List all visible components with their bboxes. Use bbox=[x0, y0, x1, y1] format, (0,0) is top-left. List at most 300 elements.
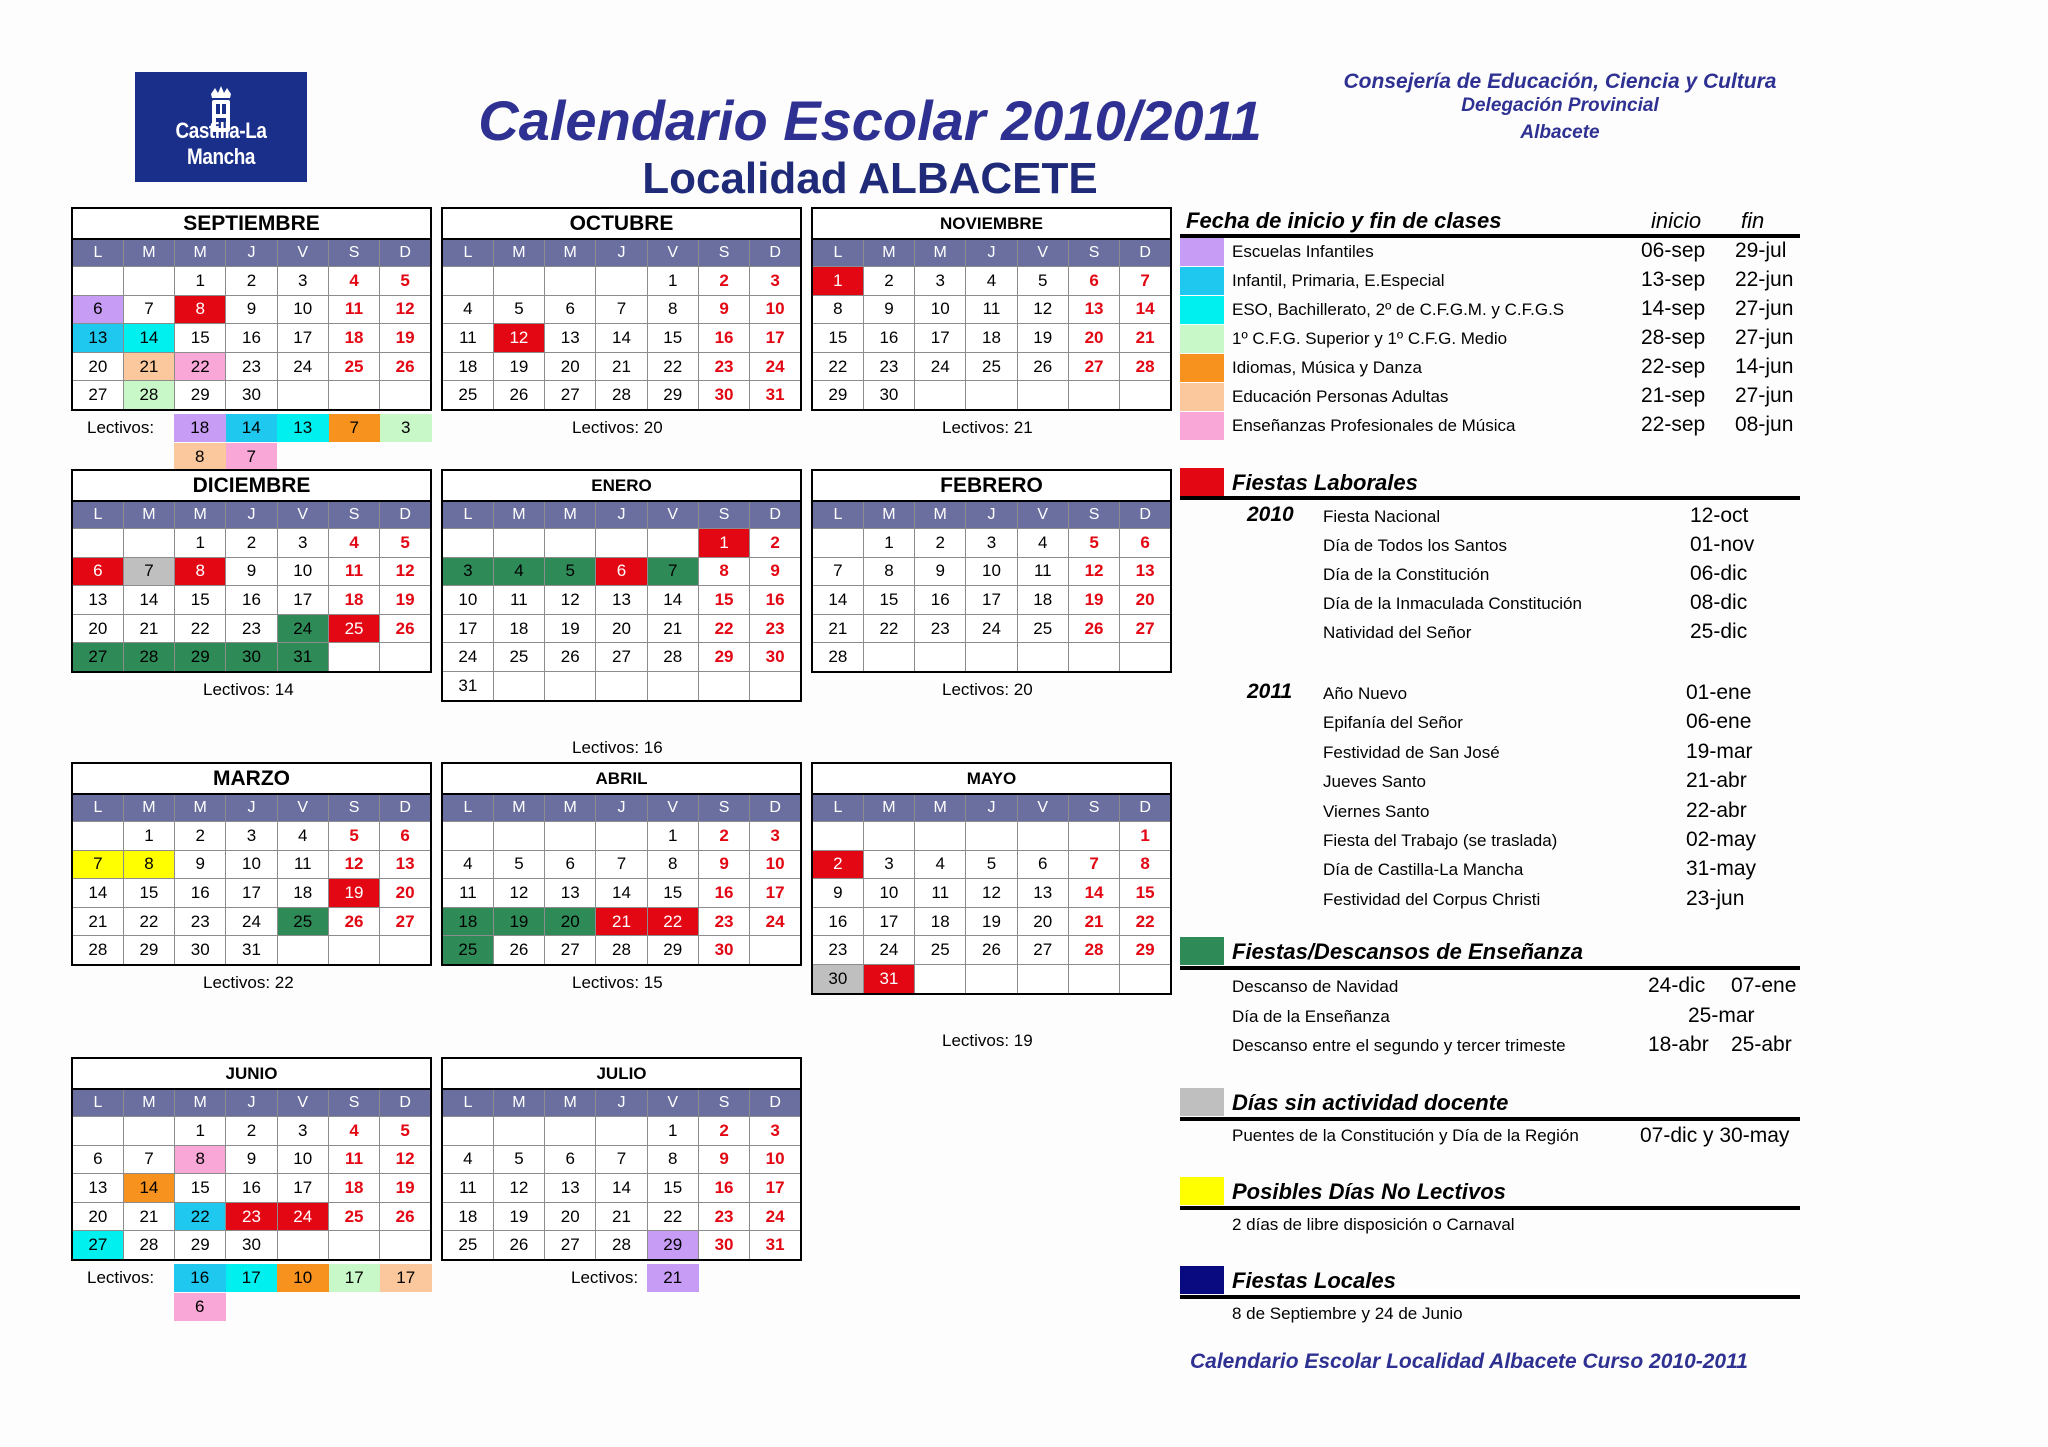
day-cell[interactable]: 18 bbox=[966, 324, 1017, 353]
day-cell[interactable]: 16 bbox=[698, 1174, 749, 1203]
day-cell[interactable]: 4 bbox=[442, 1145, 493, 1174]
day-cell[interactable]: 19 bbox=[493, 352, 544, 381]
day-cell[interactable]: 25 bbox=[328, 614, 379, 643]
day-cell[interactable]: 21 bbox=[123, 1202, 174, 1231]
day-cell[interactable]: 13 bbox=[545, 324, 596, 353]
day-cell[interactable]: 10 bbox=[277, 1145, 328, 1174]
day-cell[interactable]: 24 bbox=[750, 352, 801, 381]
day-cell[interactable]: 2 bbox=[226, 529, 277, 558]
day-cell[interactable]: 24 bbox=[750, 1202, 801, 1231]
day-cell[interactable]: 6 bbox=[380, 822, 431, 851]
day-cell[interactable]: 1 bbox=[175, 1117, 226, 1146]
day-cell[interactable]: 4 bbox=[277, 822, 328, 851]
day-cell[interactable]: 30 bbox=[698, 1231, 749, 1260]
day-cell[interactable]: 13 bbox=[72, 324, 123, 353]
day-cell[interactable]: 2 bbox=[698, 267, 749, 296]
day-cell[interactable]: 12 bbox=[380, 1145, 431, 1174]
day-cell[interactable]: 21 bbox=[596, 907, 647, 936]
day-cell[interactable]: 23 bbox=[698, 352, 749, 381]
day-cell[interactable]: 17 bbox=[277, 586, 328, 615]
day-cell[interactable]: 23 bbox=[812, 936, 863, 965]
day-cell[interactable]: 23 bbox=[915, 614, 966, 643]
day-cell[interactable]: 26 bbox=[966, 936, 1017, 965]
day-cell[interactable]: 19 bbox=[966, 907, 1017, 936]
day-cell[interactable]: 3 bbox=[750, 822, 801, 851]
day-cell[interactable]: 14 bbox=[1120, 295, 1171, 324]
day-cell[interactable]: 8 bbox=[647, 850, 698, 879]
day-cell[interactable]: 16 bbox=[698, 879, 749, 908]
day-cell[interactable]: 5 bbox=[493, 850, 544, 879]
day-cell[interactable]: 22 bbox=[863, 614, 914, 643]
day-cell[interactable]: 13 bbox=[596, 586, 647, 615]
day-cell[interactable]: 14 bbox=[596, 879, 647, 908]
day-cell[interactable]: 21 bbox=[812, 614, 863, 643]
day-cell[interactable]: 4 bbox=[328, 529, 379, 558]
day-cell[interactable]: 31 bbox=[750, 1231, 801, 1260]
day-cell[interactable]: 4 bbox=[1017, 529, 1068, 558]
day-cell[interactable]: 20 bbox=[1017, 907, 1068, 936]
day-cell[interactable]: 30 bbox=[812, 964, 863, 993]
day-cell[interactable]: 23 bbox=[226, 614, 277, 643]
day-cell[interactable]: 26 bbox=[380, 1202, 431, 1231]
day-cell[interactable]: 6 bbox=[72, 295, 123, 324]
day-cell[interactable]: 7 bbox=[123, 295, 174, 324]
day-cell[interactable]: 27 bbox=[380, 907, 431, 936]
day-cell[interactable]: 20 bbox=[545, 907, 596, 936]
day-cell[interactable]: 12 bbox=[493, 324, 544, 353]
day-cell[interactable]: 18 bbox=[277, 879, 328, 908]
day-cell[interactable]: 14 bbox=[1068, 879, 1119, 908]
day-cell[interactable]: 20 bbox=[545, 1202, 596, 1231]
day-cell[interactable]: 26 bbox=[493, 381, 544, 410]
day-cell[interactable]: 25 bbox=[328, 352, 379, 381]
day-cell[interactable]: 10 bbox=[750, 295, 801, 324]
day-cell[interactable]: 13 bbox=[545, 1174, 596, 1203]
day-cell[interactable]: 12 bbox=[380, 557, 431, 586]
day-cell[interactable]: 27 bbox=[72, 1231, 123, 1260]
day-cell[interactable]: 16 bbox=[812, 907, 863, 936]
day-cell[interactable]: 15 bbox=[1120, 879, 1171, 908]
day-cell[interactable]: 28 bbox=[1068, 936, 1119, 965]
day-cell[interactable]: 1 bbox=[175, 267, 226, 296]
day-cell[interactable]: 29 bbox=[647, 381, 698, 410]
day-cell[interactable]: 11 bbox=[442, 324, 493, 353]
day-cell[interactable]: 6 bbox=[596, 557, 647, 586]
day-cell[interactable]: 16 bbox=[863, 324, 914, 353]
day-cell[interactable]: 18 bbox=[328, 1174, 379, 1203]
day-cell[interactable]: 15 bbox=[123, 879, 174, 908]
day-cell[interactable]: 14 bbox=[123, 324, 174, 353]
day-cell[interactable]: 31 bbox=[442, 671, 493, 700]
day-cell[interactable]: 27 bbox=[545, 936, 596, 965]
day-cell[interactable]: 28 bbox=[812, 643, 863, 672]
day-cell[interactable]: 23 bbox=[175, 907, 226, 936]
day-cell[interactable]: 1 bbox=[175, 529, 226, 558]
day-cell[interactable]: 1 bbox=[647, 1117, 698, 1146]
day-cell[interactable]: 19 bbox=[328, 879, 379, 908]
day-cell[interactable]: 27 bbox=[545, 381, 596, 410]
day-cell[interactable]: 18 bbox=[442, 907, 493, 936]
day-cell[interactable]: 16 bbox=[698, 324, 749, 353]
day-cell[interactable]: 18 bbox=[493, 614, 544, 643]
day-cell[interactable]: 21 bbox=[1120, 324, 1171, 353]
day-cell[interactable]: 14 bbox=[812, 586, 863, 615]
day-cell[interactable]: 14 bbox=[647, 586, 698, 615]
day-cell[interactable]: 9 bbox=[698, 850, 749, 879]
day-cell[interactable]: 30 bbox=[226, 643, 277, 672]
day-cell[interactable]: 9 bbox=[915, 557, 966, 586]
day-cell[interactable]: 26 bbox=[380, 352, 431, 381]
day-cell[interactable]: 12 bbox=[966, 879, 1017, 908]
day-cell[interactable]: 19 bbox=[380, 586, 431, 615]
day-cell[interactable]: 8 bbox=[812, 295, 863, 324]
day-cell[interactable]: 1 bbox=[123, 822, 174, 851]
day-cell[interactable]: 4 bbox=[442, 850, 493, 879]
day-cell[interactable]: 8 bbox=[647, 1145, 698, 1174]
day-cell[interactable]: 12 bbox=[1017, 295, 1068, 324]
day-cell[interactable]: 6 bbox=[545, 295, 596, 324]
day-cell[interactable]: 5 bbox=[380, 267, 431, 296]
day-cell[interactable]: 7 bbox=[596, 850, 647, 879]
day-cell[interactable]: 4 bbox=[328, 267, 379, 296]
day-cell[interactable]: 7 bbox=[596, 295, 647, 324]
day-cell[interactable]: 24 bbox=[863, 936, 914, 965]
day-cell[interactable]: 27 bbox=[72, 643, 123, 672]
day-cell[interactable]: 9 bbox=[226, 1145, 277, 1174]
day-cell[interactable]: 11 bbox=[328, 1145, 379, 1174]
day-cell[interactable]: 5 bbox=[545, 557, 596, 586]
day-cell[interactable]: 2 bbox=[915, 529, 966, 558]
day-cell[interactable]: 15 bbox=[647, 324, 698, 353]
day-cell[interactable]: 1 bbox=[698, 529, 749, 558]
day-cell[interactable]: 26 bbox=[1068, 614, 1119, 643]
day-cell[interactable]: 30 bbox=[750, 643, 801, 672]
day-cell[interactable]: 17 bbox=[966, 586, 1017, 615]
day-cell[interactable]: 18 bbox=[915, 907, 966, 936]
day-cell[interactable]: 23 bbox=[863, 352, 914, 381]
day-cell[interactable]: 30 bbox=[698, 381, 749, 410]
day-cell[interactable]: 14 bbox=[72, 879, 123, 908]
day-cell[interactable]: 7 bbox=[123, 1145, 174, 1174]
day-cell[interactable]: 20 bbox=[380, 879, 431, 908]
day-cell[interactable]: 22 bbox=[175, 1202, 226, 1231]
day-cell[interactable]: 24 bbox=[277, 614, 328, 643]
day-cell[interactable]: 31 bbox=[863, 964, 914, 993]
day-cell[interactable]: 8 bbox=[863, 557, 914, 586]
day-cell[interactable]: 31 bbox=[226, 936, 277, 965]
day-cell[interactable]: 9 bbox=[750, 557, 801, 586]
day-cell[interactable]: 3 bbox=[277, 1117, 328, 1146]
day-cell[interactable]: 11 bbox=[277, 850, 328, 879]
day-cell[interactable]: 19 bbox=[380, 324, 431, 353]
day-cell[interactable]: 3 bbox=[442, 557, 493, 586]
day-cell[interactable]: 2 bbox=[226, 1117, 277, 1146]
day-cell[interactable]: 12 bbox=[493, 879, 544, 908]
day-cell[interactable]: 27 bbox=[1068, 352, 1119, 381]
day-cell[interactable]: 14 bbox=[123, 586, 174, 615]
day-cell[interactable]: 20 bbox=[545, 352, 596, 381]
day-cell[interactable]: 4 bbox=[966, 267, 1017, 296]
day-cell[interactable]: 24 bbox=[915, 352, 966, 381]
day-cell[interactable]: 14 bbox=[123, 1174, 174, 1203]
day-cell[interactable]: 8 bbox=[175, 295, 226, 324]
day-cell[interactable]: 17 bbox=[750, 324, 801, 353]
day-cell[interactable]: 2 bbox=[698, 822, 749, 851]
day-cell[interactable]: 2 bbox=[863, 267, 914, 296]
day-cell[interactable]: 5 bbox=[380, 1117, 431, 1146]
day-cell[interactable]: 2 bbox=[175, 822, 226, 851]
day-cell[interactable]: 17 bbox=[442, 614, 493, 643]
day-cell[interactable]: 3 bbox=[750, 267, 801, 296]
day-cell[interactable]: 25 bbox=[493, 643, 544, 672]
day-cell[interactable]: 24 bbox=[277, 352, 328, 381]
day-cell[interactable]: 27 bbox=[545, 1231, 596, 1260]
day-cell[interactable]: 5 bbox=[1068, 529, 1119, 558]
day-cell[interactable]: 29 bbox=[175, 643, 226, 672]
day-cell[interactable]: 16 bbox=[226, 324, 277, 353]
day-cell[interactable]: 21 bbox=[123, 614, 174, 643]
day-cell[interactable]: 14 bbox=[596, 1174, 647, 1203]
day-cell[interactable]: 12 bbox=[380, 295, 431, 324]
day-cell[interactable]: 29 bbox=[698, 643, 749, 672]
day-cell[interactable]: 19 bbox=[545, 614, 596, 643]
day-cell[interactable]: 18 bbox=[1017, 586, 1068, 615]
day-cell[interactable]: 15 bbox=[863, 586, 914, 615]
day-cell[interactable]: 1 bbox=[647, 822, 698, 851]
day-cell[interactable]: 20 bbox=[596, 614, 647, 643]
day-cell[interactable]: 16 bbox=[915, 586, 966, 615]
day-cell[interactable]: 25 bbox=[442, 381, 493, 410]
day-cell[interactable]: 1 bbox=[812, 267, 863, 296]
day-cell[interactable]: 22 bbox=[812, 352, 863, 381]
day-cell[interactable]: 28 bbox=[123, 1231, 174, 1260]
day-cell[interactable]: 26 bbox=[493, 936, 544, 965]
day-cell[interactable]: 23 bbox=[698, 1202, 749, 1231]
day-cell[interactable]: 5 bbox=[1017, 267, 1068, 296]
day-cell[interactable]: 11 bbox=[1017, 557, 1068, 586]
day-cell[interactable]: 10 bbox=[277, 295, 328, 324]
day-cell[interactable]: 11 bbox=[493, 586, 544, 615]
day-cell[interactable]: 5 bbox=[493, 295, 544, 324]
day-cell[interactable]: 29 bbox=[123, 936, 174, 965]
day-cell[interactable]: 26 bbox=[380, 614, 431, 643]
day-cell[interactable]: 12 bbox=[493, 1174, 544, 1203]
day-cell[interactable]: 20 bbox=[72, 1202, 123, 1231]
day-cell[interactable]: 13 bbox=[1068, 295, 1119, 324]
day-cell[interactable]: 26 bbox=[1017, 352, 1068, 381]
day-cell[interactable]: 27 bbox=[1017, 936, 1068, 965]
day-cell[interactable]: 22 bbox=[647, 1202, 698, 1231]
day-cell[interactable]: 4 bbox=[493, 557, 544, 586]
day-cell[interactable]: 1 bbox=[1120, 822, 1171, 851]
day-cell[interactable]: 7 bbox=[647, 557, 698, 586]
day-cell[interactable]: 13 bbox=[72, 1174, 123, 1203]
day-cell[interactable]: 11 bbox=[328, 295, 379, 324]
day-cell[interactable]: 8 bbox=[698, 557, 749, 586]
day-cell[interactable]: 29 bbox=[175, 1231, 226, 1260]
day-cell[interactable]: 19 bbox=[380, 1174, 431, 1203]
day-cell[interactable]: 19 bbox=[493, 1202, 544, 1231]
day-cell[interactable]: 1 bbox=[863, 529, 914, 558]
day-cell[interactable]: 3 bbox=[226, 822, 277, 851]
day-cell[interactable]: 8 bbox=[647, 295, 698, 324]
day-cell[interactable]: 9 bbox=[226, 295, 277, 324]
day-cell[interactable]: 15 bbox=[812, 324, 863, 353]
day-cell[interactable]: 13 bbox=[72, 586, 123, 615]
day-cell[interactable]: 13 bbox=[380, 850, 431, 879]
day-cell[interactable]: 29 bbox=[812, 381, 863, 410]
day-cell[interactable]: 4 bbox=[442, 295, 493, 324]
day-cell[interactable]: 22 bbox=[175, 614, 226, 643]
day-cell[interactable]: 27 bbox=[596, 643, 647, 672]
day-cell[interactable]: 28 bbox=[596, 936, 647, 965]
day-cell[interactable]: 10 bbox=[442, 586, 493, 615]
day-cell[interactable]: 17 bbox=[750, 1174, 801, 1203]
day-cell[interactable]: 28 bbox=[596, 381, 647, 410]
day-cell[interactable]: 2 bbox=[812, 850, 863, 879]
day-cell[interactable]: 25 bbox=[915, 936, 966, 965]
day-cell[interactable]: 16 bbox=[175, 879, 226, 908]
day-cell[interactable]: 3 bbox=[750, 1117, 801, 1146]
day-cell[interactable]: 30 bbox=[175, 936, 226, 965]
day-cell[interactable]: 28 bbox=[596, 1231, 647, 1260]
day-cell[interactable]: 10 bbox=[966, 557, 1017, 586]
day-cell[interactable]: 15 bbox=[175, 586, 226, 615]
day-cell[interactable]: 30 bbox=[226, 381, 277, 410]
day-cell[interactable]: 11 bbox=[966, 295, 1017, 324]
day-cell[interactable]: 25 bbox=[277, 907, 328, 936]
day-cell[interactable]: 29 bbox=[175, 381, 226, 410]
day-cell[interactable]: 21 bbox=[72, 907, 123, 936]
day-cell[interactable]: 20 bbox=[1120, 586, 1171, 615]
day-cell[interactable]: 21 bbox=[123, 352, 174, 381]
day-cell[interactable]: 10 bbox=[915, 295, 966, 324]
day-cell[interactable]: 1 bbox=[647, 267, 698, 296]
day-cell[interactable]: 27 bbox=[72, 381, 123, 410]
day-cell[interactable]: 19 bbox=[493, 907, 544, 936]
day-cell[interactable]: 21 bbox=[596, 1202, 647, 1231]
day-cell[interactable]: 26 bbox=[545, 643, 596, 672]
day-cell[interactable]: 10 bbox=[863, 879, 914, 908]
day-cell[interactable]: 13 bbox=[1120, 557, 1171, 586]
day-cell[interactable]: 22 bbox=[647, 907, 698, 936]
day-cell[interactable]: 13 bbox=[1017, 879, 1068, 908]
day-cell[interactable]: 15 bbox=[647, 879, 698, 908]
day-cell[interactable]: 17 bbox=[863, 907, 914, 936]
day-cell[interactable]: 3 bbox=[863, 850, 914, 879]
day-cell[interactable]: 26 bbox=[493, 1231, 544, 1260]
day-cell[interactable]: 6 bbox=[1017, 850, 1068, 879]
day-cell[interactable]: 6 bbox=[1068, 267, 1119, 296]
day-cell[interactable]: 2 bbox=[750, 529, 801, 558]
day-cell[interactable]: 10 bbox=[226, 850, 277, 879]
day-cell[interactable]: 6 bbox=[72, 557, 123, 586]
day-cell[interactable]: 10 bbox=[277, 557, 328, 586]
day-cell[interactable]: 8 bbox=[1120, 850, 1171, 879]
day-cell[interactable]: 22 bbox=[647, 352, 698, 381]
day-cell[interactable]: 5 bbox=[493, 1145, 544, 1174]
day-cell[interactable]: 12 bbox=[328, 850, 379, 879]
day-cell[interactable]: 11 bbox=[328, 557, 379, 586]
day-cell[interactable]: 28 bbox=[123, 381, 174, 410]
day-cell[interactable]: 7 bbox=[596, 1145, 647, 1174]
day-cell[interactable]: 7 bbox=[1068, 850, 1119, 879]
day-cell[interactable]: 30 bbox=[698, 936, 749, 965]
day-cell[interactable]: 25 bbox=[328, 1202, 379, 1231]
day-cell[interactable]: 17 bbox=[915, 324, 966, 353]
day-cell[interactable]: 2 bbox=[226, 267, 277, 296]
day-cell[interactable]: 5 bbox=[328, 822, 379, 851]
day-cell[interactable]: 16 bbox=[750, 586, 801, 615]
day-cell[interactable]: 13 bbox=[545, 879, 596, 908]
day-cell[interactable]: 18 bbox=[442, 352, 493, 381]
day-cell[interactable]: 24 bbox=[750, 907, 801, 936]
day-cell[interactable]: 7 bbox=[123, 557, 174, 586]
day-cell[interactable]: 28 bbox=[123, 643, 174, 672]
day-cell[interactable]: 3 bbox=[277, 267, 328, 296]
day-cell[interactable]: 9 bbox=[698, 1145, 749, 1174]
day-cell[interactable]: 18 bbox=[442, 1202, 493, 1231]
day-cell[interactable]: 25 bbox=[966, 352, 1017, 381]
day-cell[interactable]: 23 bbox=[750, 614, 801, 643]
day-cell[interactable]: 31 bbox=[750, 381, 801, 410]
day-cell[interactable]: 23 bbox=[698, 907, 749, 936]
day-cell[interactable]: 12 bbox=[545, 586, 596, 615]
day-cell[interactable]: 17 bbox=[277, 324, 328, 353]
day-cell[interactable]: 6 bbox=[1120, 529, 1171, 558]
day-cell[interactable]: 18 bbox=[328, 324, 379, 353]
day-cell[interactable]: 20 bbox=[72, 352, 123, 381]
day-cell[interactable]: 5 bbox=[966, 850, 1017, 879]
day-cell[interactable]: 11 bbox=[915, 879, 966, 908]
day-cell[interactable]: 6 bbox=[545, 850, 596, 879]
day-cell[interactable]: 21 bbox=[1068, 907, 1119, 936]
day-cell[interactable]: 3 bbox=[915, 267, 966, 296]
day-cell[interactable]: 15 bbox=[175, 1174, 226, 1203]
day-cell[interactable]: 30 bbox=[226, 1231, 277, 1260]
day-cell[interactable]: 21 bbox=[596, 352, 647, 381]
day-cell[interactable]: 16 bbox=[226, 586, 277, 615]
day-cell[interactable]: 3 bbox=[277, 529, 328, 558]
day-cell[interactable]: 16 bbox=[226, 1174, 277, 1203]
day-cell[interactable]: 31 bbox=[277, 643, 328, 672]
day-cell[interactable]: 9 bbox=[863, 295, 914, 324]
day-cell[interactable]: 25 bbox=[1017, 614, 1068, 643]
day-cell[interactable]: 24 bbox=[277, 1202, 328, 1231]
day-cell[interactable]: 28 bbox=[647, 643, 698, 672]
day-cell[interactable]: 9 bbox=[175, 850, 226, 879]
day-cell[interactable]: 8 bbox=[123, 850, 174, 879]
day-cell[interactable]: 19 bbox=[1068, 586, 1119, 615]
day-cell[interactable]: 14 bbox=[596, 324, 647, 353]
day-cell[interactable]: 24 bbox=[442, 643, 493, 672]
day-cell[interactable]: 9 bbox=[698, 295, 749, 324]
day-cell[interactable]: 15 bbox=[698, 586, 749, 615]
day-cell[interactable]: 26 bbox=[328, 907, 379, 936]
day-cell[interactable]: 10 bbox=[750, 850, 801, 879]
day-cell[interactable]: 29 bbox=[1120, 936, 1171, 965]
day-cell[interactable]: 22 bbox=[175, 352, 226, 381]
day-cell[interactable]: 18 bbox=[328, 586, 379, 615]
day-cell[interactable]: 19 bbox=[1017, 324, 1068, 353]
day-cell[interactable]: 4 bbox=[328, 1117, 379, 1146]
day-cell[interactable]: 23 bbox=[226, 352, 277, 381]
day-cell[interactable]: 7 bbox=[1120, 267, 1171, 296]
day-cell[interactable]: 12 bbox=[1068, 557, 1119, 586]
day-cell[interactable]: 25 bbox=[442, 936, 493, 965]
day-cell[interactable]: 15 bbox=[647, 1174, 698, 1203]
day-cell[interactable]: 6 bbox=[545, 1145, 596, 1174]
